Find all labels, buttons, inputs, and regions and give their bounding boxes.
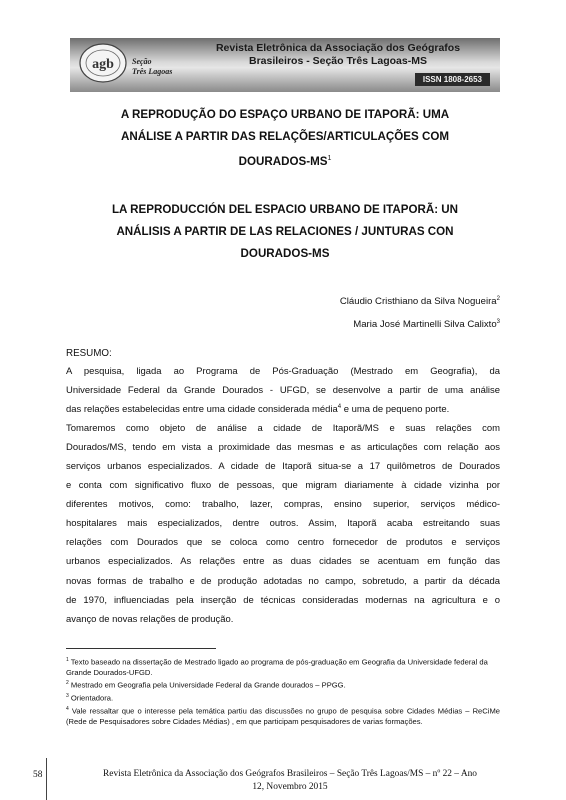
- title-es-line-1: LA REPRODUCCIÓN DEL ESPACIO URBANO DE ITAPORÃ: UN: [111, 203, 459, 216]
- abstract-line: de 1970, influenciadas pela inserção de técnicas consideradas modernas na agricultura e o: [66, 594, 500, 606]
- title-pt-line-3: DOURADOS-$MS^1$: [238, 154, 332, 168]
- page-footer: [60, 768, 520, 794]
- footnote-2: $^2$ Mestrado em Geografia pela Universidade Federal da Grande dourados – PPGG.: [66, 680, 346, 690]
- seal-text-tres-lagoas: Três Lagoas: [132, 67, 173, 76]
- title-spanish: [70, 199, 500, 265]
- author-1: Cláudio Cristhiano da Silva Nogueira$^2$: [339, 296, 500, 308]
- journal-title-line-2: Brasileiros - Seção Três Lagoas-MS: [249, 55, 427, 67]
- footnotes: [66, 655, 500, 728]
- footnote-ref-3: 3: [496, 319, 500, 326]
- title-es-line-3: DOURADOS-MS: [240, 247, 330, 260]
- footnote-ref-2: 2: [496, 296, 500, 302]
- abstract-line: A pesquisa, ligada ao Programa de Pós-Graduação (Mestrado em Geografia), da: [66, 366, 500, 377]
- abstract-line: avanço de novas relações de produção.: [66, 613, 234, 625]
- abstract-line: Dourados/MS, tendo em vista a proximidade das mesmas e as articulações com relação aos: [66, 442, 500, 454]
- footer-line-2: 12, Novembro 2015: [252, 782, 328, 792]
- footer-line-1: Revista Eletrônica da Associação dos Geógrafos Brasileiros – Seção Três Lagoas/MS – nº 22 – Ano: [103, 769, 477, 779]
- abstract-line: diferentes motivos, como: trabalho, lazer, compras, ensino superior, serviços médico-: [66, 499, 500, 511]
- abstract-line: urbanos especializados. As relações entre as duas cidades se acentuam em função das: [66, 556, 500, 568]
- abstract-line: serviços urbanos especializados. A cidade de Itaporã situa-se a 17 quilômetros de Dourados: [66, 461, 500, 473]
- abstract-line: relações com Dourados que se coloca como centro fornecedor de produtos e serviços: [66, 537, 500, 549]
- footnote-ref-1: 1: [327, 155, 332, 162]
- title-pt-line-2: ANÁLISE A PARTIR DAS RELAÇÕES/ARTICULAÇÕES COM: [120, 130, 450, 143]
- issn-badge: ISSN 1808-2653: [415, 73, 490, 86]
- agb-logo-icon: [78, 41, 128, 89]
- page-number: 58: [33, 770, 43, 780]
- abstract-line: hospitalares mais especializados, dentre outros. Assim, Itaporã acaba estreitando suas: [66, 518, 500, 530]
- abstract-heading: RESUMO:: [66, 348, 112, 359]
- author-2: Maria José Martinelli Silva Calixto$^3$: [353, 319, 500, 331]
- journal-banner: [70, 38, 500, 92]
- title-es-line-2: ANÁLISIS A PARTIR DE LAS RELACIONES / JUNTURAS CON: [116, 225, 454, 238]
- journal-title-line-1: Revista Eletrônica da Associação dos Geógrafos: [215, 42, 461, 54]
- abstract-body: [66, 362, 500, 629]
- svg-text:agb: agb: [92, 57, 114, 72]
- footnote-4: $^4$ Vale ressaltar que o interesse pela temática partiu das discussões no grupo de pesquisa sobre Cidades Médias – ReCiMe (Rede de Pesquisadores sobre Cidades Médias) , em que participam pesquisadores de varias formações.: [66, 706, 500, 727]
- footnote-ref-4: 4: [337, 403, 342, 410]
- title-pt-line-1: A REPRODUÇÃO DO ESPAÇO URBANO DE ITAPORÃ: UMA: [120, 108, 450, 121]
- footnote-1: $^1$ Texto baseado na dissertação de Mestrado ligado ao programa de pós-graduação em Geografia da Universidade federal da Grande Dourados-UFGD.: [66, 657, 488, 677]
- abstract-line: das relações estabelecidas entre uma cidade considerada média$^4$ e uma de pequeno porte.: [66, 403, 450, 416]
- abstract-line: e conta com significativo fluxo de pessoas, que migram diariamente à cidade vizinha por: [66, 480, 500, 492]
- author-list: [340, 289, 500, 335]
- footnote-3: $^3$ Orientadora.: [66, 693, 114, 703]
- abstract-line: Tomaremos como objeto de análise a cidade de Itaporã/MS e suas relações com: [66, 423, 500, 435]
- title-portuguese: [70, 104, 500, 173]
- abstract-line: novas formas de trabalho e de produção adotadas no campo, sobretudo, a partir da década: [66, 575, 500, 587]
- footnote-divider: [66, 648, 216, 649]
- seal-text-secao: Seção: [132, 57, 152, 66]
- abstract-line: Universidade Federal da Grande Dourados - UFGD, se desenvolve a partir de uma análise: [66, 385, 500, 397]
- footer-divider: [46, 758, 47, 800]
